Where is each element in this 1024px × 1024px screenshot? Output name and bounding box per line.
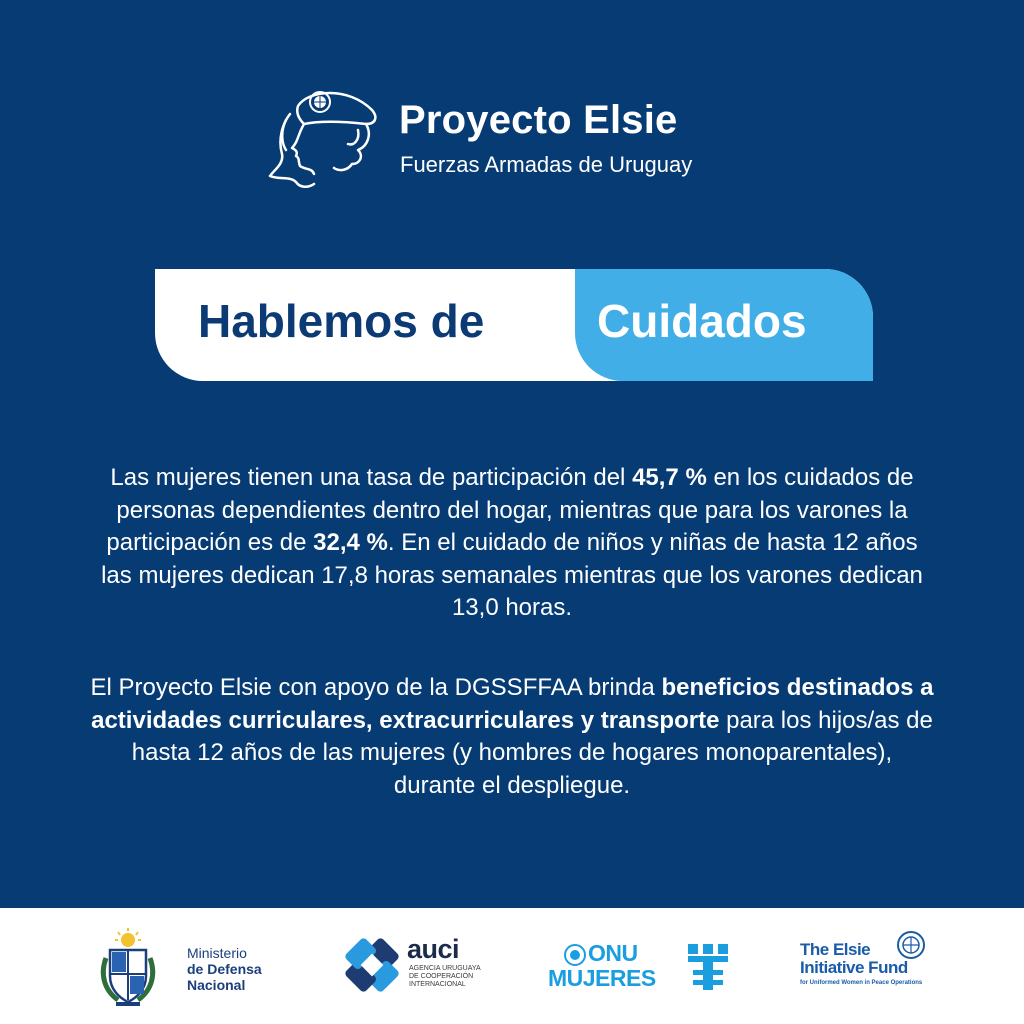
banner-left-text: Hablemos de [198,295,485,347]
auci-logo [343,932,483,1002]
mdn-logo [96,928,296,1008]
mdn-line2: de Defensa [187,961,262,977]
onu-mujeres-logo-icon [688,944,728,990]
bold-benefits: beneficios destinados a actividades curriculares, extracurriculares y transporte [91,674,934,734]
bold-stat: 32,4 % [313,529,388,556]
text-span: para los hijos/as de hasta 12 años de las mujeres (y hombres de hogares monoparentales), durante el despliegue. [131,706,933,799]
text-span: El Proyecto Elsie con apoyo de la DGSSFFAA brinda [90,674,662,701]
woman-soldier-logo-icon [268,84,388,194]
auci-subtitle [409,965,489,989]
bold-stat: 45,7 % [632,464,707,491]
header [268,84,768,194]
page-title: Proyecto Elsie [399,98,678,142]
mdn-name [187,945,262,993]
page-subtitle: Fuerzas Armadas de Uruguay [400,152,693,177]
uruguay-coat-of-arms-icon [96,928,160,1008]
un-emblem-icon [896,930,926,960]
onu-line1: ONU [588,940,638,966]
auci-logo-icon [343,936,401,994]
mdn-line3: Nacional [187,977,246,993]
paragraph-benefits [90,672,934,802]
elsie-line2: Initiative Fund [800,958,908,977]
mdn-line1: Ministerio [187,945,247,961]
onu-line2: MUJERES [548,965,656,991]
footer-logos [0,908,1024,1024]
auci-name: auci [407,934,460,964]
auci-sub-line2: DE COOPERACIÓN [409,973,474,980]
onu-mujeres-logo [548,938,728,998]
paragraph-participation [90,462,934,625]
auci-sub-line1: AGENCIA URUGUAYA [409,965,481,972]
text-span: en los cuidados de personas dependientes dentro del hogar, mientras que para los varones la participación es de [106,464,914,556]
elsie-line1: The Elsie [800,940,871,959]
un-emblem-icon [564,944,586,966]
elsie-fund-logo [800,930,940,1010]
auci-sub-line3: INTERNACIONAL [409,981,466,988]
text-span: . En el cuidado de niños y niñas de hasta 12 años las mujeres dedican 17,8 horas semanales mientras que los varones dedican 13,0 horas. [101,529,923,621]
elsie-line3: for Uniformed Women in Peace Operations [800,980,923,986]
banner-right-text: Cuidados [597,295,807,347]
text-span: Las mujeres tienen una tasa de participación del [110,464,633,491]
title-banner [155,269,873,381]
